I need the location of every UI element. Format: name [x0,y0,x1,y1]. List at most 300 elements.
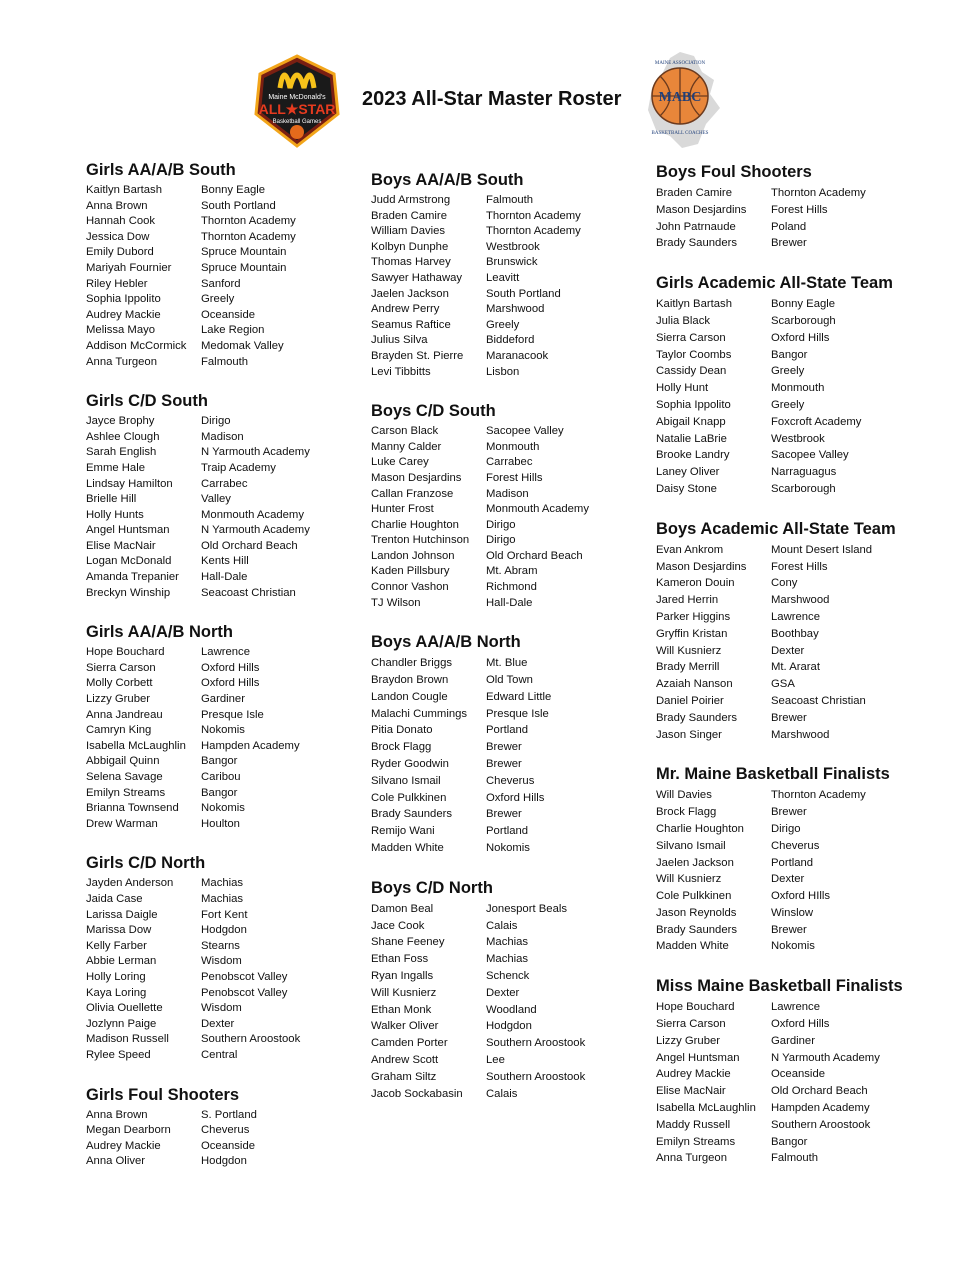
player-name: Brady Saunders [656,237,738,250]
player-name: Kameron Douin [656,577,735,590]
player-school: Hall-Dale [486,596,533,609]
player-name: Riley Hebler [86,277,148,290]
player-name: Brady Merrill [656,661,720,674]
player-school: Thornton Academy [486,225,581,238]
player-school: Nokomis [201,724,245,737]
player-name: Anna Brown [86,1108,148,1121]
player-school: Cony [771,577,798,590]
player-school: Central [201,1048,238,1061]
player-name: Brianna Townsend [86,802,179,815]
player-name: Jaelen Jackson [656,856,734,869]
player-name: TJ Wilson [371,596,421,609]
player-school: Dirigo [771,822,801,835]
player-name: Hope Bouchard [86,646,165,659]
roster-row [86,261,386,277]
roster-row [371,655,671,672]
player-school: Nokomis [201,802,245,815]
player-school: Machias [201,892,244,905]
player-name: Megan Dearborn [86,1124,171,1137]
player-name: Cole Pulkkinen [371,791,447,804]
player-school: Westbrook [486,240,540,253]
player-school: Falmouth [771,1152,819,1165]
player-school: Forest Hills [486,471,543,484]
roster-row [656,185,956,202]
player-school: Oceanside [771,1068,826,1081]
player-name: Elise MacNair [656,1085,726,1098]
player-name: Breckyn Winship [86,586,171,599]
roster-row [86,477,386,493]
player-school: Southern Aroostook [486,1070,586,1083]
roster-row [86,1001,386,1017]
roster-row [86,461,386,477]
roster-section [86,1085,386,1170]
player-school: Cheverus [771,839,820,852]
player-name: Sierra Carson [656,331,726,344]
player-school: Mt. Blue [486,657,528,670]
player-name: Anna Turgeon [656,1152,727,1165]
section-title: Boys AA/A/B North [371,633,521,652]
roster-row [86,445,386,461]
roster-section [656,764,956,955]
player-school: Foxcroft Academy [771,415,862,428]
player-name: Larissa Daigle [86,908,158,921]
player-name: Will Davies [656,789,712,802]
player-school: Greely [486,318,520,331]
roster-row [86,292,386,308]
player-name: Jason Singer [656,728,722,741]
player-name: Judd Armstrong [371,194,451,206]
player-name: Brock Flagg [656,806,717,819]
player-school: Seacoast Christian [771,694,866,707]
roster-row [656,363,956,380]
player-name: Levi Tibbitts [371,365,431,378]
player-school: Marshwood [486,303,545,316]
section-title: Girls AA/A/B South [86,161,236,179]
roster-row [371,806,671,823]
player-school: Woodland [486,1003,537,1016]
roster-row [86,230,386,246]
roster-row [371,672,671,689]
roster-row [371,1002,671,1019]
player-school: Portland [486,825,529,838]
svg-text:Basketball Games: Basketball Games [272,119,322,125]
player-school: Falmouth [486,194,534,206]
roster-row [371,193,671,209]
roster-row [371,722,671,739]
roster-row [86,1032,386,1048]
player-school: Southern Aroostook [486,1037,586,1050]
player-school: Thornton Academy [486,209,581,222]
player-name: Silvano Ismail [371,774,441,787]
player-school: Scarborough [771,482,836,495]
roster-row [86,414,386,430]
player-name: Anna Brown [86,199,148,212]
roster-row [371,471,671,487]
player-school: Dirigo [201,415,231,428]
roster-row [86,661,386,677]
player-school: Bangor [201,755,238,768]
player-school: Bonny Eagle [201,184,266,196]
player-name: Ryder Goodwin [371,758,449,771]
roster-row [371,533,671,549]
roster-row [656,380,956,397]
player-name: Gryffin Kristan [656,627,728,640]
player-school: Carrabec [486,456,533,469]
player-name: Anna Turgeon [86,355,157,368]
roster-row [371,706,671,723]
player-school: Brewer [771,923,807,936]
player-school: Caribou [201,771,241,783]
roster-row [371,209,671,225]
svg-text:Maine McDonald's: Maine McDonald's [268,94,326,101]
player-school: Marshwood [771,594,830,607]
player-school: Houlton [201,817,240,830]
player-name: Kaya Loring [86,986,147,999]
player-name: Walker Oliver [371,1020,439,1033]
roster-row [86,676,386,692]
roster-row [371,823,671,840]
roster-row [86,801,386,817]
player-name: Sophia Ippolito [86,293,161,306]
player-name: Jace Cook [371,919,425,932]
svg-text:MABC: MABC [658,90,702,105]
player-school: Southern Aroostook [771,1118,871,1131]
player-name: Jayce Brophy [86,415,155,428]
player-school: Monmouth [486,440,540,453]
roster-row [86,277,386,293]
player-name: Logan McDonald [86,555,172,568]
player-name: Olivia Ouellette [86,1002,163,1015]
player-name: Braydon Brown [371,674,449,687]
roster-row [656,855,956,872]
player-school: Thornton Academy [771,789,866,802]
player-school: Bangor [771,348,808,361]
roster-row [86,508,386,524]
roster-row [371,518,671,534]
roster-section [656,273,956,498]
player-school: Westbrook [771,432,825,445]
player-school: Presque Isle [201,708,264,721]
roster-row [86,183,386,199]
section-title: Girls C/D South [86,392,208,411]
player-school: Hodgdon [486,1020,532,1033]
player-name: Evan Ankrom [656,543,724,556]
roster-row [86,645,386,661]
roster-row [656,431,956,448]
player-school: Old Orchard Beach [201,539,298,552]
player-name: Sawyer Hathaway [371,271,463,284]
player-school: Portland [771,856,814,869]
roster-row [656,347,956,364]
player-name: Thomas Harvey [371,256,451,269]
roster-row [371,1052,671,1069]
player-school: Maranacook [486,349,549,362]
player-school: GSA [771,678,795,691]
player-name: Julia Black [656,314,710,327]
mabc-logo [640,50,726,150]
player-school: Forest Hills [771,203,828,216]
player-school: Wisdom [201,1002,242,1015]
player-name: Kaden Pillsbury [371,565,450,578]
roster-section [371,401,671,611]
player-name: Sierra Carson [656,1018,726,1031]
player-name: Madison Russell [86,1033,169,1046]
player-name: Emilyn Streams [656,1135,736,1148]
player-school: Hampden Academy [771,1102,870,1115]
roster-row [656,626,956,643]
player-school: Oxford HIlls [771,890,831,903]
player-name: Emilyn Streams [86,786,166,799]
player-name: Kaitlyn Bartash [656,298,732,311]
player-name: Natalie LaBrie [656,432,727,445]
player-name: Ethan Foss [371,953,429,966]
roster-row [86,539,386,555]
player-name: Hope Bouchard [656,1001,735,1014]
player-name: Chandler Briggs [371,657,453,670]
player-school: Nokomis [486,842,530,855]
roster-row [86,570,386,586]
roster-row [86,986,386,1002]
roster-row [371,918,671,935]
player-name: Jaelen Jackson [371,287,449,300]
roster-row [86,1048,386,1064]
roster-section [86,853,386,1063]
player-name: Luke Carey [371,456,429,469]
player-school: Cheverus [201,1124,250,1137]
player-name: Charlie Houghton [656,822,744,835]
roster-row [371,934,671,951]
roster-row [371,985,671,1002]
player-name: Holly Loring [86,970,146,983]
player-name: Carson Black [371,425,439,438]
roster-row [86,970,386,986]
player-school: Mount Desert Island [771,543,873,556]
roster-row [656,888,956,905]
roster-section [371,878,671,1103]
player-school: N Yarmouth Academy [771,1051,880,1064]
player-school: Narraguagus [771,466,837,479]
section-title: Boys C/D North [371,878,493,897]
player-name: Shane Feeney [371,936,445,949]
roster-row [656,787,956,804]
player-name: Julius Silva [371,334,428,347]
player-school: Traip Academy [201,461,276,474]
player-name: Seamus Raftice [371,318,451,331]
player-name: Holly Hunt [656,382,709,395]
player-name: Angel Huntsman [86,524,170,537]
player-school: Gardiner [771,1034,815,1047]
player-name: Madden White [371,842,444,855]
player-name: Will Kusnierz [656,644,722,657]
player-school: Monmouth [771,382,825,395]
player-school: Dexter [771,873,805,886]
player-name: Mason Desjardins [371,471,462,484]
roster-row [656,542,956,559]
player-name: Abbigail Quinn [86,755,160,768]
player-school: Greely [771,398,805,411]
player-name: Andrew Perry [371,303,440,316]
roster-row [86,908,386,924]
player-name: Kaitlyn Bartash [86,184,162,196]
roster-row [656,871,956,888]
section-title: Girls Academic All-State Team [656,274,893,293]
roster-row [371,901,671,918]
roster-row [656,693,956,710]
player-school: Brewer [486,808,522,821]
roster-row [656,1050,956,1067]
roster-section [86,622,386,832]
player-name: Braden Camire [656,187,732,199]
roster-row [86,199,386,215]
roster-section [86,160,386,370]
player-school: Madison [201,430,244,443]
svg-text:ALL★STAR: ALL★STAR [258,101,336,117]
player-name: Laney Oliver [656,466,720,479]
player-name: Cole Pulkkinen [656,890,732,903]
player-school: Machias [486,936,529,949]
player-school: Winslow [771,906,814,919]
player-name: Jaida Case [86,892,143,905]
roster-row [86,954,386,970]
player-name: Brielle Hill [86,493,137,506]
roster-row [371,487,671,503]
player-school: Southern Aroostook [201,1033,301,1046]
player-school: Nokomis [771,940,815,953]
player-school: Brewer [486,758,522,771]
roster-row [656,1150,956,1167]
player-school: Lake Region [201,324,265,337]
roster-row [371,255,671,271]
player-name: Molly Corbett [86,677,153,690]
column-2 [371,170,671,1123]
player-school: Oceanside [201,1139,256,1152]
roster-row [656,922,956,939]
player-school: Thornton Academy [201,230,296,243]
player-name: Isabella McLaughlin [656,1102,756,1115]
player-school: Carrabec [201,477,248,490]
roster-row [371,1018,671,1035]
player-name: Kelly Farber [86,939,147,952]
roster-row [656,559,956,576]
player-name: Pitia Donato [371,724,433,737]
player-school: Madison [486,487,529,500]
player-school: Mt. Abram [486,565,538,578]
roster-row [656,1066,956,1083]
player-school: Edward Little [486,690,552,703]
page-title: 2023 All-Star Master Roster [362,88,622,110]
player-school: Dirigo [486,518,516,531]
player-name: Ryan Ingalls [371,970,434,982]
player-school: Scarborough [771,314,836,327]
roster-row [656,659,956,676]
player-name: Elise MacNair [86,539,156,552]
roster-row [86,214,386,230]
roster-row [371,440,671,456]
roster-row [371,1035,671,1052]
player-school: S. Portland [201,1108,257,1121]
player-name: Brady Saunders [656,923,738,936]
player-school: Thornton Academy [201,215,296,228]
player-school: Dexter [201,1017,235,1030]
mcdonalds-all-star-logo [254,54,340,148]
player-school: Kents Hill [201,555,249,568]
section-title: Mr. Maine Basketball Finalists [656,765,890,784]
player-name: Lizzy Gruber [656,1034,721,1047]
roster-row [656,905,956,922]
player-school: Monmouth Academy [486,503,589,516]
player-school: Bangor [201,786,238,799]
player-name: Angel Huntsman [656,1051,740,1064]
roster-row [656,1100,956,1117]
player-school: Machias [486,953,529,966]
roster-row [656,838,956,855]
player-school: Marshwood [771,728,830,741]
player-school: Spruce Mountain [201,246,287,259]
player-school: Oxford Hills [771,331,830,344]
player-name: Audrey Mackie [86,308,161,321]
roster-row [656,821,956,838]
player-name: Audrey Mackie [656,1068,731,1081]
roster-row [86,692,386,708]
player-name: Parker Higgins [656,610,731,623]
player-name: Ashlee Clough [86,430,160,443]
roster-row [656,676,956,693]
svg-text:MAINE ASSOCIATION: MAINE ASSOCIATION [654,61,706,66]
player-school: Lisbon [486,365,520,378]
roster-row [371,224,671,240]
roster-section [371,632,671,857]
player-name: Lindsay Hamilton [86,477,173,490]
player-name: Brady Saunders [656,711,738,724]
player-name: Callan Franzose [371,487,454,500]
player-name: Mason Desjardins [656,560,747,573]
roster-row [86,1123,386,1139]
player-school: Dirigo [486,534,516,547]
player-name: Andrew Scott [371,1053,439,1066]
player-school: Lawrence [771,610,820,623]
player-school: Medomak Valley [201,339,284,352]
roster-row [656,330,956,347]
player-name: Anna Oliver [86,1155,146,1168]
roster-row [86,1154,386,1170]
player-school: Calais [486,919,518,932]
roster-row [656,938,956,955]
column-1 [86,160,386,1191]
roster-row [656,575,956,592]
player-school: Hampden Academy [201,739,300,752]
player-school: Forest Hills [771,560,828,573]
section-title: Girls C/D North [86,854,206,873]
player-school: Calais [486,1087,518,1100]
player-school: Falmouth [201,355,249,368]
roster-row [371,756,671,773]
player-name: Sierra Carson [86,661,156,674]
roster-row [656,1117,956,1134]
player-school: Boothbay [771,627,819,640]
player-school: Gardiner [201,693,245,706]
roster-row [86,723,386,739]
roster-row [86,739,386,755]
roster-section [656,976,956,1167]
svg-text:BASKETBALL COACHES: BASKETBALL COACHES [651,131,709,136]
section-title: Boys C/D South [371,402,496,421]
roster-row [86,754,386,770]
roster-row [656,1083,956,1100]
player-name: Isabella McLaughlin [86,739,186,752]
player-name: Remijo Wani [371,825,435,838]
section-title: Boys Foul Shooters [656,163,812,181]
player-school: Valley [201,493,231,506]
